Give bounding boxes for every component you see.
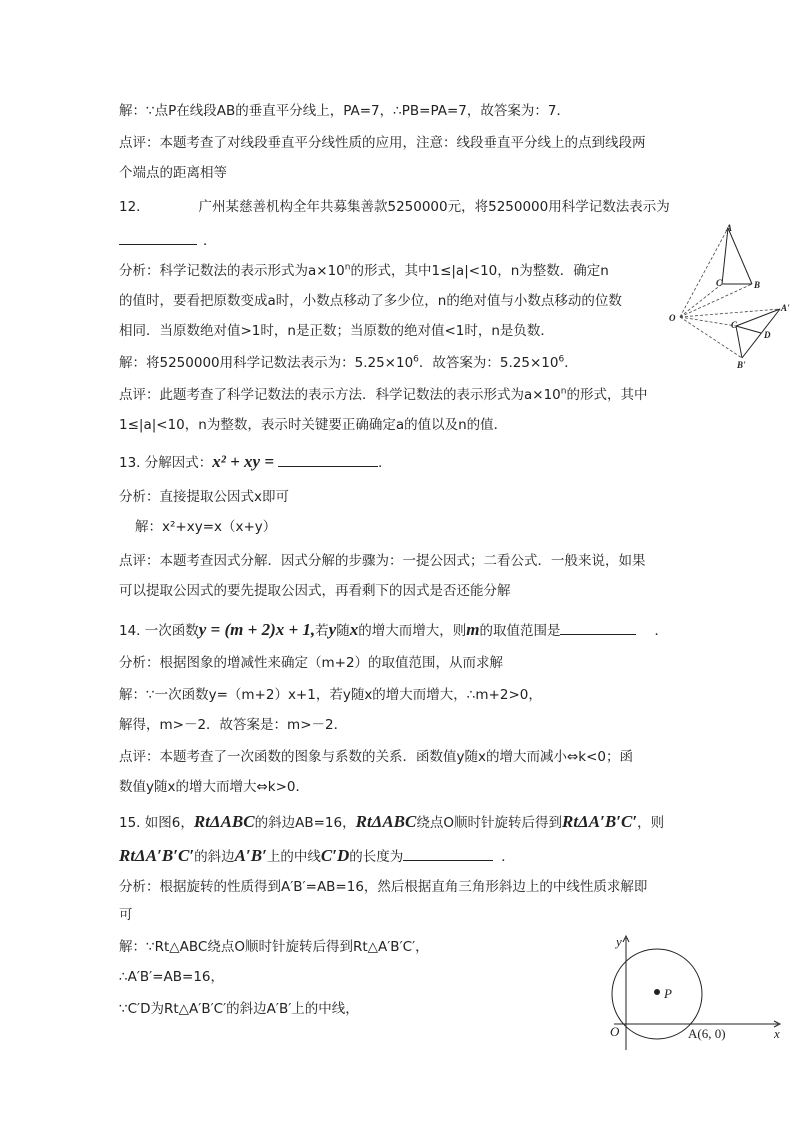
solution-15-line1: 解：∵Rt△ABC绕点O顺时针旋转后得到Rt△A′B′C′，	[119, 939, 429, 955]
dashed-oa	[680, 228, 728, 317]
solution-14-line1: 解：∵一次函数y=（m+2）x+1，若y随x的增大而增大，∴m+2>0，	[119, 687, 542, 703]
comment-14-line2: 数值y随x的增大而增大⇔k>0．	[119, 779, 310, 795]
analysis-12-line3: 相同．当原数绝对值>1时，n是正数；当原数的绝对值<1时，n是负数．	[119, 323, 554, 339]
label-a: A	[726, 223, 733, 233]
segment-c2d	[736, 326, 761, 333]
label-a-point: A(6, 0)	[688, 1026, 726, 1041]
dashed-oc2	[680, 317, 736, 326]
segment-c2b2	[736, 326, 742, 358]
question-15-line2: RtΔA′B′C′的斜边A′B′上的中线C′D的长度为 ．	[119, 846, 515, 865]
question-14: 14. 一次函数y = (m + 2)x + 1,若y随x的增大而增大，则m的取值范围是 ．	[119, 620, 668, 639]
period: ．	[203, 233, 217, 249]
label-o: O	[669, 313, 676, 323]
analysis-15-line2: 可	[119, 907, 133, 923]
label-o: O	[610, 1024, 620, 1039]
comment-14-line1: 点评：本题考查了一次函数的图象与系数的关系．函数值y随x的增大而减小⇔k<0；函	[119, 749, 634, 765]
label-x: x	[774, 1026, 780, 1041]
comment-11-line2: 个端点的距离相等	[119, 165, 227, 181]
question-15-line1: 15. 如图6，RtΔABC的斜边AB=16，RtΔABC绕点O顺时针旋转后得到RtΔA′B′C′，则	[119, 812, 665, 831]
comment-12-line2: 1≤|a|<10，n为整数，表示时关键要正确确定a的值以及n的值．	[119, 417, 508, 433]
analysis-12-line2: 的值时，要看把原数变成a时，小数点移动了多少位，n的绝对值与小数点移动的位数	[119, 293, 622, 309]
label-b-prime: B'	[737, 360, 746, 370]
comment-13-line1: 点评：本题考查因式分解．因式分解的步骤为：一提公因式；二看公式．一般来说，如果	[119, 553, 646, 569]
answer-blank	[119, 230, 197, 245]
math-expression: y = (m + 2)x + 1,	[198, 620, 316, 639]
question-text: 广州某慈善机构全年共募集善款5250000元，将5250000用科学记数法表示为	[198, 199, 670, 215]
question-12	[119, 198, 670, 216]
rotation-figure	[666, 222, 790, 372]
analysis-15-line1: 分析：根据旋转的性质得到A′B′=AB=16，然后根据直角三角形斜边上的中线性质求解即	[119, 879, 648, 895]
dashed-oc	[680, 284, 722, 317]
solution-15-line2: ∴A′B′=AB=16，	[119, 969, 225, 985]
solution-14-line2: 解得，m>－2．故答案是：m>－2．	[119, 717, 348, 733]
label-d: D	[764, 330, 771, 340]
label-c-prime: C	[731, 320, 738, 330]
comment-12-line1: 点评：此题考查了科学记数法的表示方法．科学记数法的表示形式为$a\times 10^n$的形式，其中	[119, 386, 648, 403]
label-p: P	[664, 986, 672, 1001]
solution-11: 解：∵点P在线段AB的垂直平分线上，PA=7，∴PB=PA=7，故答案为：7．	[119, 103, 570, 119]
question-13: 13. 分解因式：x² + xy = .	[119, 452, 383, 471]
circle-coordinate-figure	[604, 932, 790, 1056]
label-a-prime: A'	[781, 303, 790, 313]
analysis-14: 分析：根据图象的增减性来确定（m+2）的取值范围，从而求解	[119, 655, 504, 671]
analysis-12-line1: 分析：科学记数法的表示形式为$a\times 10^n$的形式，其中1≤|a|<10，n为整数．确定n	[119, 262, 609, 279]
question-number: 12.	[119, 199, 141, 215]
answer-blank	[403, 846, 493, 861]
segment-ac	[722, 228, 728, 284]
comment-11-line1: 点评：本题考查了对线段垂直平分线性质的应用，注意：线段垂直平分线上的点到线段两	[119, 135, 646, 151]
label-c: C	[716, 278, 723, 288]
question-12-answer-line	[119, 230, 217, 250]
solution-13: 解：x²+xy=x（x+y）	[135, 519, 277, 535]
solution-12: 解：将5250000用科学记数法表示为：$5.25\times 10^6$．故答案为：$5.25\times 10^6$．	[119, 354, 578, 371]
analysis-13: 分析：直接提取公因式x即可	[119, 489, 289, 505]
solution-15-line3: ∵C′D为Rt△A′B′C′的斜边A′B′上的中线，	[119, 1001, 359, 1017]
comment-13-line2: 可以提取公因式的要先提取公因式，再看剩下的因式是否还能分解	[119, 583, 511, 599]
label-b: B	[754, 280, 761, 290]
math-expression: x² + xy =	[212, 452, 275, 471]
point-p	[654, 989, 660, 995]
segment-ab	[728, 228, 752, 284]
label-y: y	[616, 934, 622, 949]
answer-blank	[278, 452, 378, 467]
answer-blank	[560, 620, 636, 635]
